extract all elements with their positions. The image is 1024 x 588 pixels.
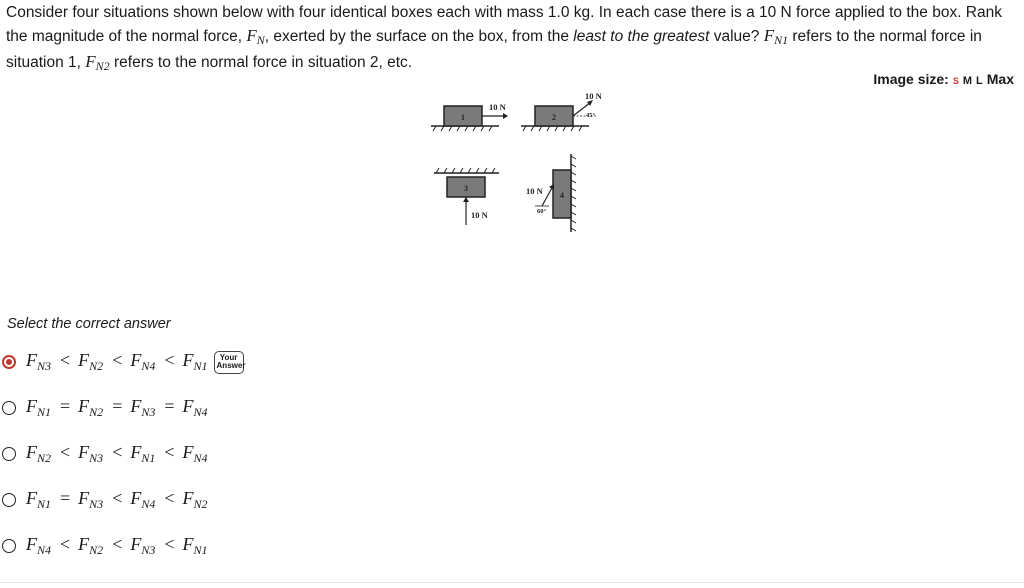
situation-4 xyxy=(526,154,576,232)
radio-button[interactable] xyxy=(2,539,16,553)
answer-formula xyxy=(26,442,209,466)
fn2-symbol: F xyxy=(85,52,96,71)
formula-subscript: N2 xyxy=(37,451,52,465)
formula-symbol: F xyxy=(26,442,37,462)
formula-subscript: N3 xyxy=(141,405,156,419)
formula-subscript: N3 xyxy=(89,451,104,465)
question-text xyxy=(6,2,1018,78)
formula-subscript: N4 xyxy=(193,451,208,465)
formula-subscript: N2 xyxy=(89,543,104,557)
formula-subscript: N3 xyxy=(89,497,104,511)
formula-operator: < xyxy=(164,534,175,554)
image-size-option-l[interactable]: L xyxy=(976,75,983,87)
formula-symbol: F xyxy=(78,442,90,462)
situation-1 xyxy=(431,102,508,131)
formula-symbol: F xyxy=(130,534,142,554)
formula-symbol: F xyxy=(26,488,37,508)
situation-2 xyxy=(521,91,603,131)
formula-subscript: N1 xyxy=(193,543,208,557)
question-emphasis: least to the greatest xyxy=(573,27,710,45)
formula-operator: < xyxy=(112,350,123,370)
answer-option-b[interactable] xyxy=(0,393,400,423)
formula-subscript: N4 xyxy=(193,405,208,419)
question-part: Consider four situations shown below with four identical boxes each with mass 1.0 kg. In each case there is a 10 N force applied to the box. Rank the magnitude of the normal force, xyxy=(6,4,1002,45)
question-part: refers to the normal force in situation 2, etc. xyxy=(109,54,413,71)
image-size-option-m[interactable]: M xyxy=(962,75,973,87)
formula-operator: = xyxy=(60,396,71,416)
answer-option-c[interactable] xyxy=(0,439,400,469)
force-2-label: 10 N xyxy=(585,91,602,101)
angle-60-label: 60° xyxy=(537,208,547,215)
formula-subscript: N3 xyxy=(37,359,52,373)
formula-symbol: F xyxy=(130,350,142,370)
radio-button[interactable] xyxy=(2,493,16,507)
answer-formula xyxy=(26,396,209,420)
image-size-option-max[interactable]: Max xyxy=(986,71,1014,87)
question-part: refers to the normal force in situation 1, xyxy=(6,27,982,71)
image-size-label: Image size: xyxy=(873,71,949,87)
answer-formula xyxy=(26,488,209,512)
formula-symbol: F xyxy=(26,350,37,370)
situations-diagram xyxy=(425,88,615,238)
fn-subscript: N xyxy=(256,32,265,47)
force-4-label: 10 N xyxy=(526,186,543,196)
formula-symbol: F xyxy=(130,396,142,416)
answer-option-a[interactable] xyxy=(0,347,400,377)
question-part: value? xyxy=(709,27,764,45)
answer-option-e[interactable] xyxy=(0,531,400,561)
formula-operator: < xyxy=(112,534,123,554)
image-size-option-s[interactable]: S xyxy=(952,76,959,86)
formula-operator: < xyxy=(112,442,123,462)
box-2-label: 2 xyxy=(552,113,556,122)
formula-operator: = xyxy=(112,396,123,416)
formula-subscript: N4 xyxy=(37,543,52,557)
formula-symbol: F xyxy=(182,442,194,462)
formula-symbol: F xyxy=(78,488,90,508)
radio-button[interactable] xyxy=(2,355,16,369)
formula-symbol: F xyxy=(130,442,142,462)
formula-operator: < xyxy=(164,442,175,462)
formula-symbol: F xyxy=(78,350,90,370)
radio-button[interactable] xyxy=(2,447,16,461)
formula-symbol: F xyxy=(78,396,90,416)
force-1-label: 10 N xyxy=(489,102,506,112)
formula-operator: < xyxy=(60,534,71,554)
formula-symbol: F xyxy=(78,534,90,554)
formula-operator: < xyxy=(112,488,123,508)
box-3-label: 3 xyxy=(464,184,468,193)
fn1-symbol: F xyxy=(763,25,775,45)
angle-45-label: 45° xyxy=(586,112,596,119)
formula-subscript: N4 xyxy=(141,497,156,511)
box-1-label: 1 xyxy=(461,113,465,122)
answer-option-d[interactable] xyxy=(0,485,400,515)
formula-subscript: N1 xyxy=(37,405,52,419)
box-4-label: 4 xyxy=(560,191,564,200)
answer-formula xyxy=(26,350,209,374)
formula-symbol: F xyxy=(26,534,37,554)
formula-operator: < xyxy=(164,350,175,370)
image-size-control xyxy=(873,71,1014,87)
formula-symbol: F xyxy=(182,350,194,370)
formula-operator: < xyxy=(60,442,71,462)
bottom-divider xyxy=(0,582,1024,583)
formula-symbol: F xyxy=(182,488,194,508)
formula-symbol: F xyxy=(130,488,142,508)
situation-3 xyxy=(434,168,499,225)
formula-operator: < xyxy=(60,350,71,370)
question-part: , exerted by the surface on the box, from the xyxy=(264,27,574,45)
fn1-subscript: N1 xyxy=(774,32,789,47)
formula-symbol: F xyxy=(182,396,194,416)
formula-subscript: N4 xyxy=(141,359,156,373)
formula-operator: = xyxy=(164,396,175,416)
answer-formula xyxy=(26,534,209,558)
fn2-subscript: N2 xyxy=(95,59,110,73)
formula-symbol: F xyxy=(26,396,37,416)
your-answer-badge: Your Answer xyxy=(214,351,244,374)
formula-symbol: F xyxy=(182,534,194,554)
select-answer-prompt: Select the correct answer xyxy=(7,316,171,332)
formula-operator: = xyxy=(60,488,71,508)
fn-symbol: F xyxy=(246,25,257,45)
formula-operator: < xyxy=(164,488,175,508)
formula-subscript: N2 xyxy=(193,497,208,511)
formula-subscript: N1 xyxy=(193,359,208,373)
formula-subscript: N2 xyxy=(89,359,104,373)
formula-subscript: N1 xyxy=(37,497,52,511)
formula-subscript: N2 xyxy=(89,405,104,419)
radio-button[interactable] xyxy=(2,401,16,415)
formula-subscript: N1 xyxy=(141,451,156,465)
formula-subscript: N3 xyxy=(141,543,156,557)
force-3-label: 10 N xyxy=(471,210,488,220)
